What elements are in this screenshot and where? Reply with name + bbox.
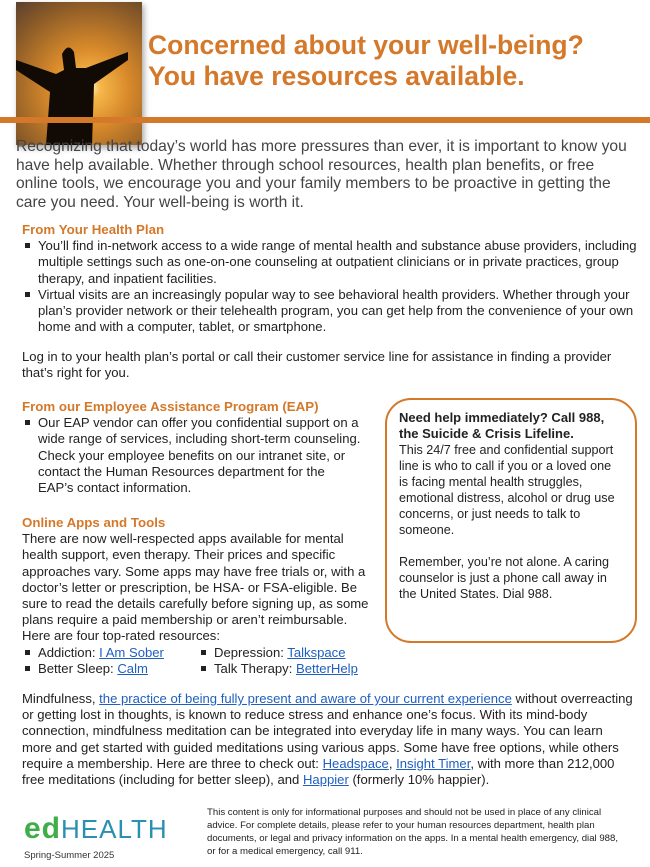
link-insight-timer[interactable]: Insight Timer xyxy=(396,755,471,771)
title-line-2: You have resources available. xyxy=(148,61,525,91)
link-mindfulness[interactable]: the practice of being fully present and aware of your current experience xyxy=(99,691,512,706)
list-item: You’ll find in-network access to a wide range of mental health and substance abuse providers, including multiple settings such as one-on-one counseling at outpatient clinicians or in private practices, group therapy, and inpatient facilities. xyxy=(22,238,642,287)
link-headspace[interactable]: Headspace xyxy=(322,755,389,771)
link-talkspace[interactable]: Talkspace xyxy=(287,644,346,660)
health-plan-note: Log in to your health plan’s portal or call their customer service line for assistance in finding a provider that’s right for you. xyxy=(22,349,612,381)
health-plan-section xyxy=(22,222,642,335)
divider xyxy=(0,117,650,123)
resource-depression xyxy=(198,645,378,661)
intro-text: Recognizing that today’s world has more pressures than ever, it is important to know you have help available. Whether through school resources, health plan benefits, or free online tools, we encourage you and your family members to be proactive in getting the care you need. Your well-being is worth it. xyxy=(16,138,627,211)
resource-addiction xyxy=(22,645,198,661)
logo-health: HEALTH xyxy=(61,814,168,844)
link-betterhelp[interactable]: BetterHelp xyxy=(296,660,358,676)
mindfulness-text xyxy=(22,691,634,788)
text: , with more than 212,000 free meditations (including for better sleep), and xyxy=(22,755,615,788)
section-heading: From our Employee Assistance Program (EAP) xyxy=(22,399,319,414)
title-line-1: Concerned about your well-being? xyxy=(148,30,584,60)
logo-ed: ed xyxy=(24,812,62,845)
resource-label: Depression: xyxy=(214,644,288,660)
resource-label: Better Sleep: xyxy=(38,660,118,676)
link-i-am-sober[interactable]: I Am Sober xyxy=(99,644,164,660)
header-photo xyxy=(16,2,142,145)
callout-text-2: Remember, you’re not alone. A caring counselor is just a phone call away in the United States. Dial 988. xyxy=(399,555,610,601)
resource-sleep xyxy=(22,661,198,677)
text: , xyxy=(388,755,397,771)
link-calm[interactable]: Calm xyxy=(117,660,148,676)
resource-label: Talk Therapy: xyxy=(214,660,296,676)
callout-text: This 24/7 free and confidential support line is who to call if you or a loved one is facing mental health struggles, emotional distress, alcohol or drug use concerns, or just needs to talk to someone. xyxy=(399,443,615,537)
page-title xyxy=(148,30,584,92)
section-heading: Online Apps and Tools xyxy=(22,515,166,530)
season-label: Spring-Summer 2025 xyxy=(24,850,115,861)
apps-text: There are now well-respected apps available for mental health support, even therapy. Their prices and specific approaches vary. Some apps may have free trials or, with a doctor’s letter or prescription, be HSA- or FSA-eligible. Be sure to read the details carefully before signing up, as some plans require a paid membership or aren’t reimbursable. Here are four top-rated resources: xyxy=(22,531,369,644)
disclaimer: This content is only for informational purposes and should not be used in place of any clinical advice. For complete details, please refer to your human resources department, health plan documents, or legal and privacy information on the apps. In a mental health emergency, dial 988, or for a medical emergency, call 911. xyxy=(207,807,618,857)
resource-label: Addiction: xyxy=(38,644,100,660)
list-item: Virtual visits are an increasingly popular way to see behavioral health providers. Whether through your plan’s provider network or their telehealth program, you can get help from the convenience of your own home and with a computer, tablet, or smartphone. xyxy=(22,287,642,336)
text: Mindfulness, xyxy=(22,691,100,706)
eap-section xyxy=(22,399,362,496)
link-happier[interactable]: Happier xyxy=(302,772,349,788)
callout-heading: Need help immediately? Call 988, the Suicide & Crisis Lifeline. xyxy=(399,410,605,441)
text: (formerly 10% happier). xyxy=(348,772,490,788)
list-item: Our EAP vendor can offer you confidential support on a wide range of services, including short-term counseling. Check your employee benefits on our intranet site, or contact the Human Resources department for the EAP’s contact information. xyxy=(22,415,362,496)
apps-section xyxy=(22,515,377,677)
crisis-callout xyxy=(385,398,637,643)
text: without overreacting or getting lost in thoughts, is known to reduce stress and enhance one’s focus. With its mind-body connection, mindfulness meditation can be integrated into everyday life in many ways. You can learn more and get started with guided meditations using various apps. Some have free options, while others require a membership. Here are three to check out: xyxy=(22,691,633,771)
resource-therapy xyxy=(198,661,378,677)
section-heading: From Your Health Plan xyxy=(22,222,165,237)
edhealth-logo xyxy=(24,812,168,846)
